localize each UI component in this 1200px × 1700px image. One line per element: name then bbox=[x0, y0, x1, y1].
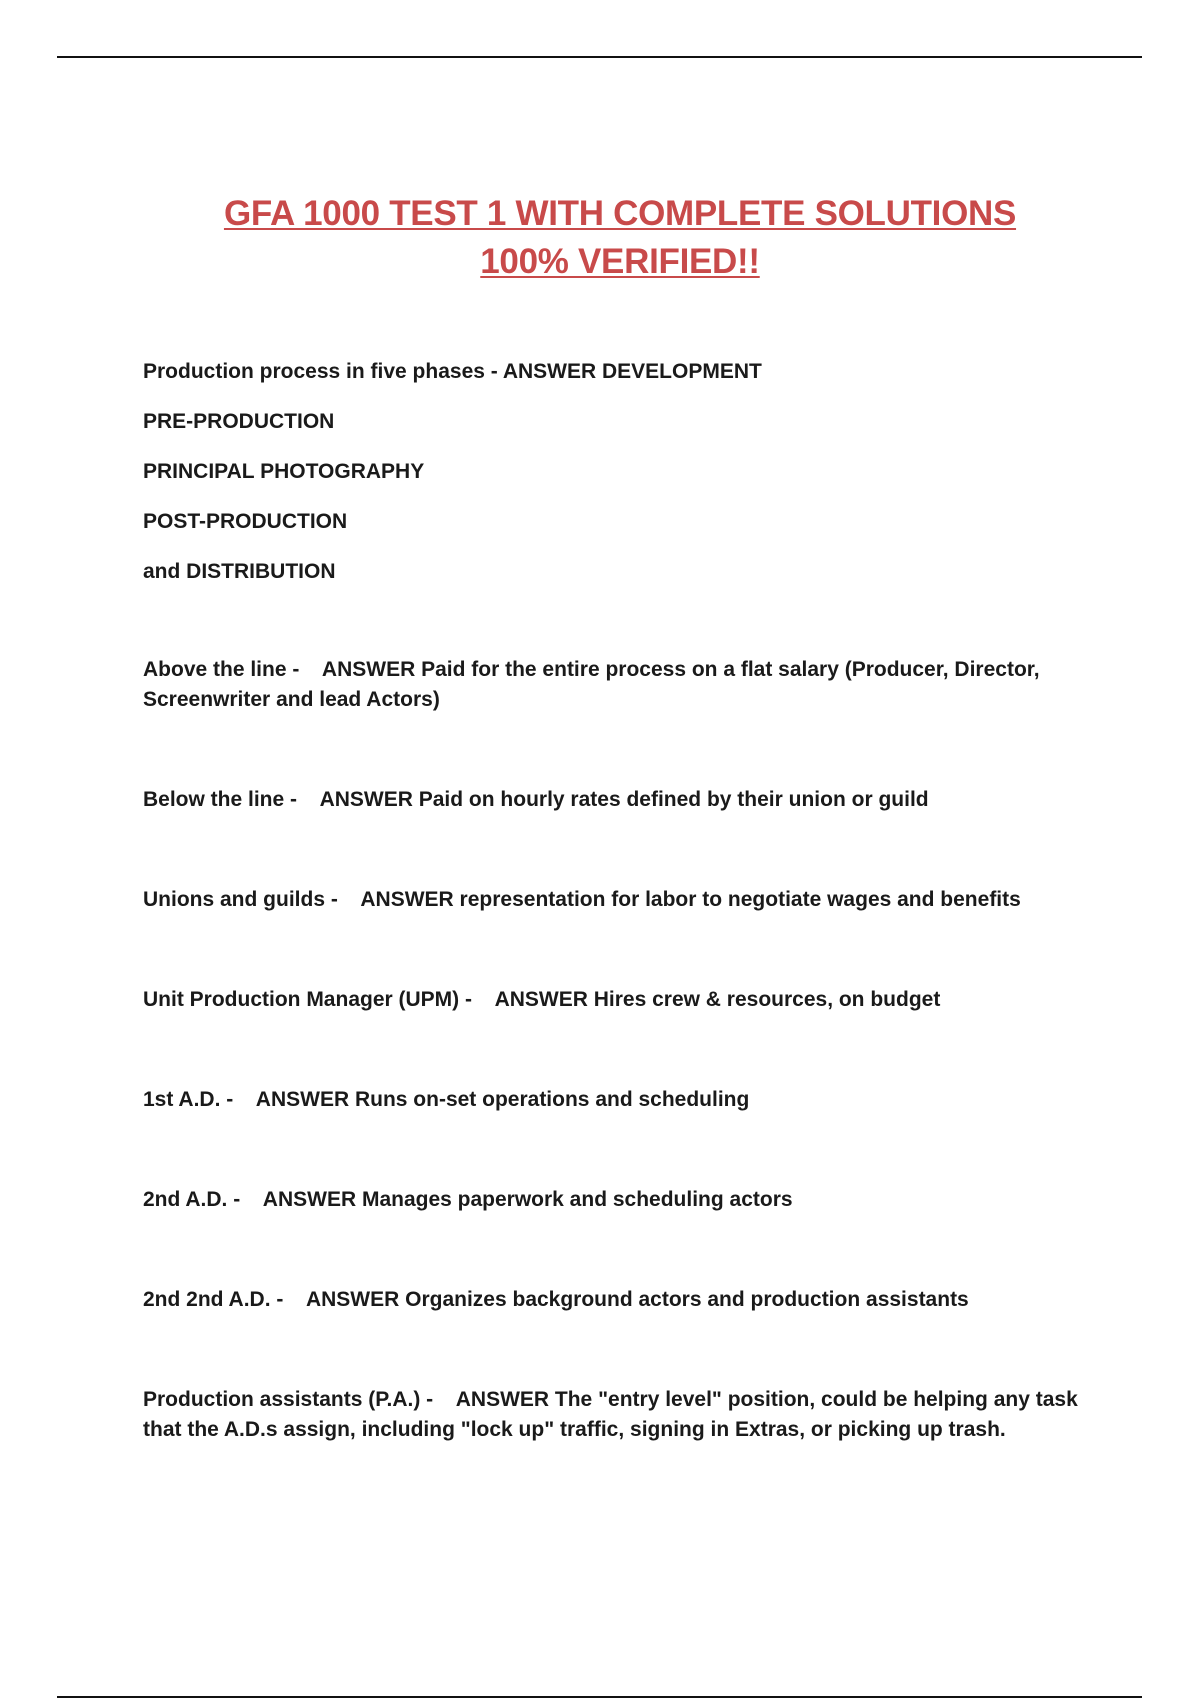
qa-answer: ANSWER Manages paperwork and scheduling actors bbox=[262, 1188, 793, 1211]
qa-question: Above the line - bbox=[143, 658, 300, 681]
qa-item bbox=[143, 1185, 1103, 1215]
qa-question: 2nd 2nd A.D. - bbox=[143, 1288, 284, 1311]
qa-answer: ANSWER DEVELOPMENT bbox=[502, 360, 762, 383]
qa-item bbox=[143, 885, 1103, 915]
qa-list bbox=[143, 357, 1103, 1445]
qa-question: Production assistants (P.A.) - bbox=[143, 1388, 434, 1411]
qa-answer: ANSWER representation for labor to negotiate wages and benefits bbox=[360, 888, 1021, 911]
qa-answer: ANSWER Organizes background actors and production assistants bbox=[305, 1288, 969, 1311]
qa-answer: ANSWER Paid for the entire process on a flat salary (Producer, Director, Screenwriter and lead Actors) bbox=[143, 658, 1040, 711]
qa-question: Unions and guilds - bbox=[143, 888, 338, 911]
qa-answer-continuation: PRE-PRODUCTION bbox=[143, 410, 335, 433]
title-line-1: GFA 1000 TEST 1 WITH COMPLETE SOLUTIONS bbox=[223, 194, 1017, 233]
qa-question: Below the line - bbox=[143, 788, 298, 811]
qa-answer-continuation: PRINCIPAL PHOTOGRAPHY bbox=[143, 460, 425, 483]
qa-answer: ANSWER The "entry level" position, could be helping any task that the A.D.s assign, including "lock up" traffic, signing in Extras, or picking up trash. bbox=[143, 1388, 1078, 1441]
qa-question: Unit Production Manager (UPM) - bbox=[143, 988, 472, 1011]
qa-item-line bbox=[143, 357, 1103, 387]
bottom-rule bbox=[57, 1696, 1142, 1698]
qa-answer: ANSWER Hires crew & resources, on budget bbox=[494, 988, 941, 1011]
qa-item bbox=[143, 985, 1103, 1015]
qa-item-production-phases bbox=[143, 357, 1103, 587]
qa-question: 2nd A.D. - bbox=[143, 1188, 241, 1211]
qa-item bbox=[143, 1285, 1103, 1315]
qa-answer: ANSWER Paid on hourly rates defined by their union or guild bbox=[319, 788, 929, 811]
qa-item bbox=[143, 1385, 1103, 1445]
qa-question: Production process in five phases - bbox=[143, 360, 498, 383]
qa-answer-continuation: and DISTRIBUTION bbox=[143, 560, 336, 583]
qa-answer-continuation: POST-PRODUCTION bbox=[143, 510, 348, 533]
qa-item bbox=[143, 785, 1103, 815]
qa-answer: ANSWER Runs on-set operations and scheduling bbox=[255, 1088, 750, 1111]
qa-item bbox=[143, 1085, 1103, 1115]
qa-item bbox=[143, 655, 1103, 715]
qa-question: 1st A.D. - bbox=[143, 1088, 234, 1111]
top-rule bbox=[57, 56, 1142, 58]
document-title bbox=[100, 190, 1140, 286]
title-line-2: 100% VERIFIED!! bbox=[480, 242, 760, 281]
